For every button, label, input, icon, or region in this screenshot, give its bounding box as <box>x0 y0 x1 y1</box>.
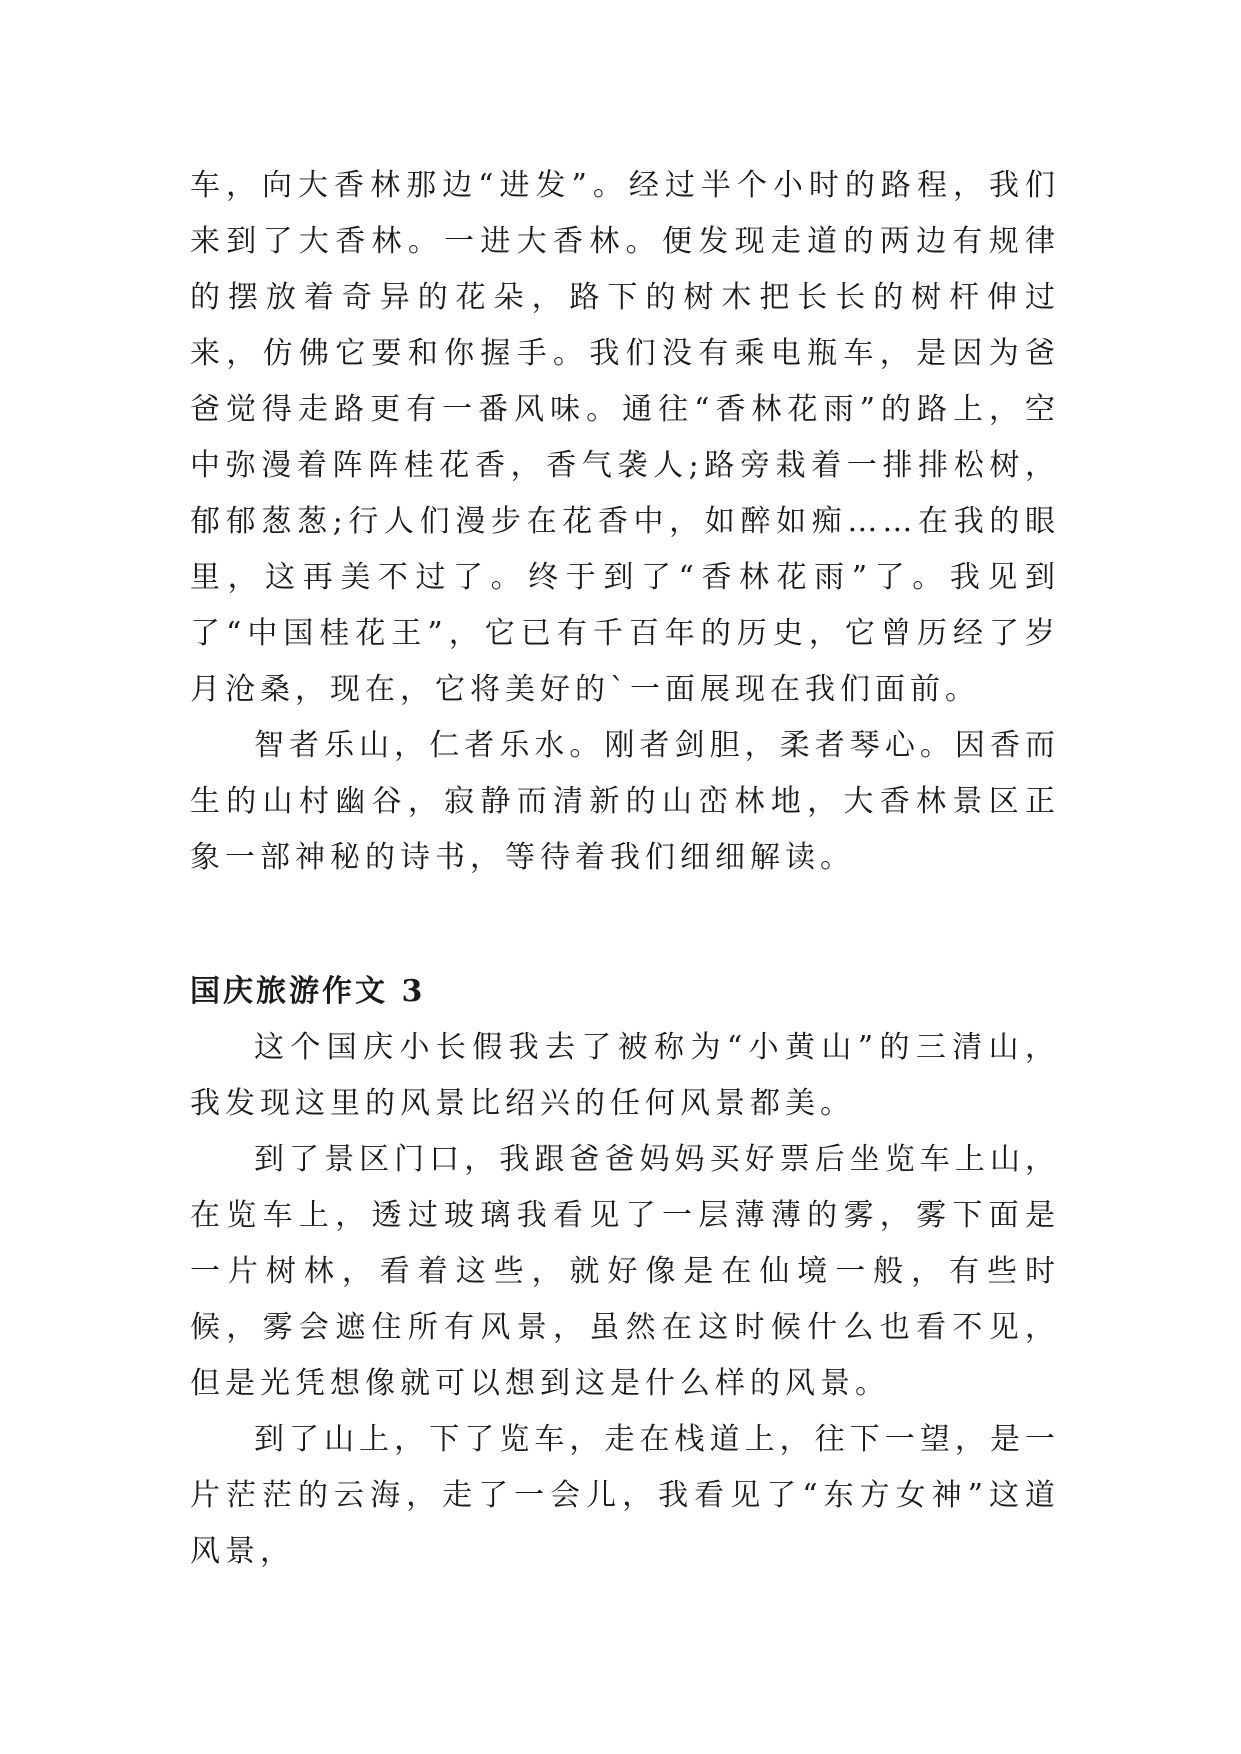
document-body <box>190 158 1060 1580</box>
paragraph-cable-car: 到了景区门口，我跟爸爸妈妈买好票后坐览车上山，在览车上，透过玻璃我看见了一层薄薄的雾，雾下面是一片树林，看着这些，就好像是在仙境一般，有些时候，雾会遮住所有风景，虽然在这时候什么也看不见，但是光凭想像就可以想到这是什么样的风景。 <box>190 1142 1060 1401</box>
section-spacer <box>190 886 1060 964</box>
paragraph-intro: 这个国庆小长假我去了被称为“小黄山”的三清山，我发现这里的风景比绍兴的任何风景都美。 <box>190 1030 1060 1121</box>
paragraph-mountain-top: 到了山上，下了览车，走在栈道上，往下一望，是一片茫茫的云海，走了一会儿，我看见了“东方女神”这道风景， <box>190 1422 1060 1569</box>
paragraph-continuation: 车，向大香林那边“进发”。经过半个小时的路程，我们来到了大香林。一进大香林。便发现走道的两边有规律的摆放着奇异的花朵，路下的树木把长长的树杆伸过来，仿佛它要和你握手。我们没有乘电瓶车，是因为爸爸觉得走路更有一番风味。通往“香林花雨”的路上，空中弥漫着阵阵桂花香，香气袭人;路旁栽着一排排松树，郁郁葱葱;行人们漫步在花香中，如醉如痴……在我的眼里，这再美不过了。终于到了“香林花雨”了。我见到了“中国桂花王”，它已有千百年的历史，它曾历经了岁月沧桑，现在，它将美好的`一面展现在我们面前。 <box>190 168 1060 707</box>
paragraph-wisdom: 智者乐山，仁者乐水。刚者剑胆，柔者琴心。因香而生的山村幽谷，寂静而清新的山峦林地，大香林景区正象一部神秘的诗书，等待着我们细细解读。 <box>190 728 1060 875</box>
section-title: 国庆旅游作文 3 <box>190 974 426 1009</box>
